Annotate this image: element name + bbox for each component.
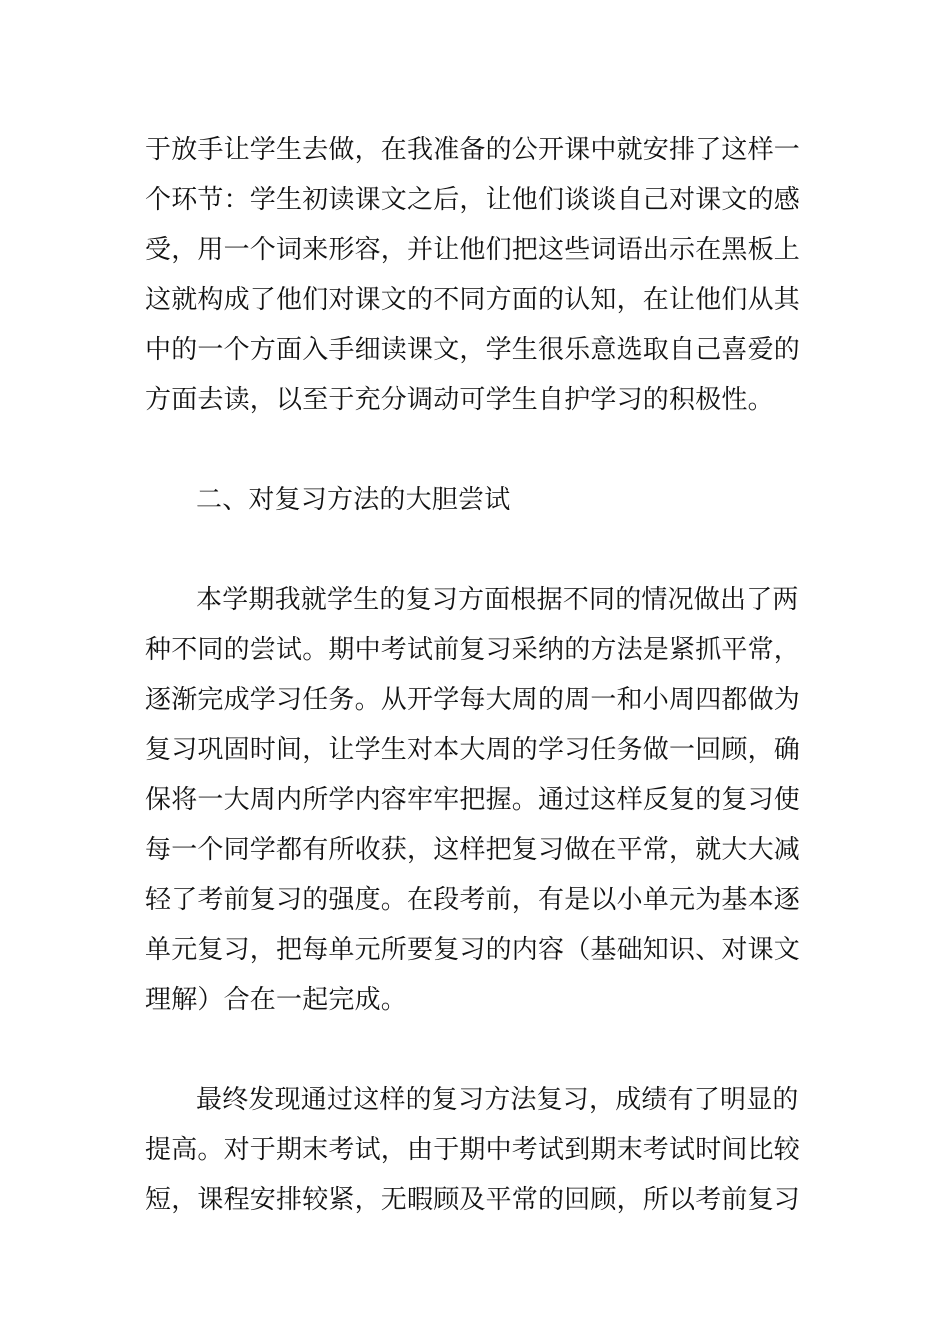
paragraph-2-line-8: 单元复习，把每单元所要复习的内容（基础知识、对课文 bbox=[145, 935, 801, 965]
paragraph-3-line-1: 最终发现通过这样的复习方法复习，成绩有了明显的 bbox=[196, 1085, 799, 1115]
paragraph-1-line-6: 方面去读，以至于充分调动可学生自护学习的积极性。 bbox=[145, 385, 774, 415]
paragraph-3-line-3: 短，课程安排较紧，无暇顾及平常的回顾，所以考前复习 bbox=[145, 1185, 801, 1215]
paragraph-1-line-1: 于放手让学生去做，在我准备的公开课中就安排了这样一 bbox=[145, 135, 801, 165]
paragraph-1-line-5: 中的一个方面入手细读课文，学生很乐意选取自己喜爱的 bbox=[145, 335, 801, 365]
paragraph-2-line-1: 本学期我就学生的复习方面根据不同的情况做出了两 bbox=[196, 585, 799, 615]
paragraph-2-line-3: 逐渐完成学习任务。从开学每大周的周一和小周四都做为 bbox=[145, 685, 801, 715]
paragraph-1-line-3: 受，用一个词来形容，并让他们把这些词语出示在黑板上 bbox=[145, 235, 801, 265]
paragraph-2-line-6: 每一个同学都有所收获，这样把复习做在平常，就大大减 bbox=[145, 835, 801, 865]
paragraph-2-line-9: 理解）合在一起完成。 bbox=[145, 985, 408, 1015]
paragraph-3-line-2: 提高。对于期末考试，由于期中考试到期末考试时间比较 bbox=[145, 1135, 801, 1165]
paragraph-1-line-2: 个环节：学生初读课文之后，让他们谈谈自己对课文的感 bbox=[145, 185, 801, 215]
paragraph-2-line-2: 种不同的尝试。期中考试前复习采纳的方法是紧抓平常， bbox=[145, 635, 801, 665]
paragraph-2-line-5: 保将一大周内所学内容牢牢把握。通过这样反复的复习使 bbox=[145, 785, 801, 815]
paragraph-2-line-4: 复习巩固时间，让学生对本大周的学习任务做一回顾，确 bbox=[145, 735, 801, 765]
paragraph-2-line-7: 轻了考前复习的强度。在段考前，有是以小单元为基本逐 bbox=[145, 885, 801, 915]
section-heading: 二、对复习方法的大胆尝试 bbox=[196, 485, 511, 515]
paragraph-1-line-4: 这就构成了他们对课文的不同方面的认知，在让他们从其 bbox=[145, 285, 801, 315]
